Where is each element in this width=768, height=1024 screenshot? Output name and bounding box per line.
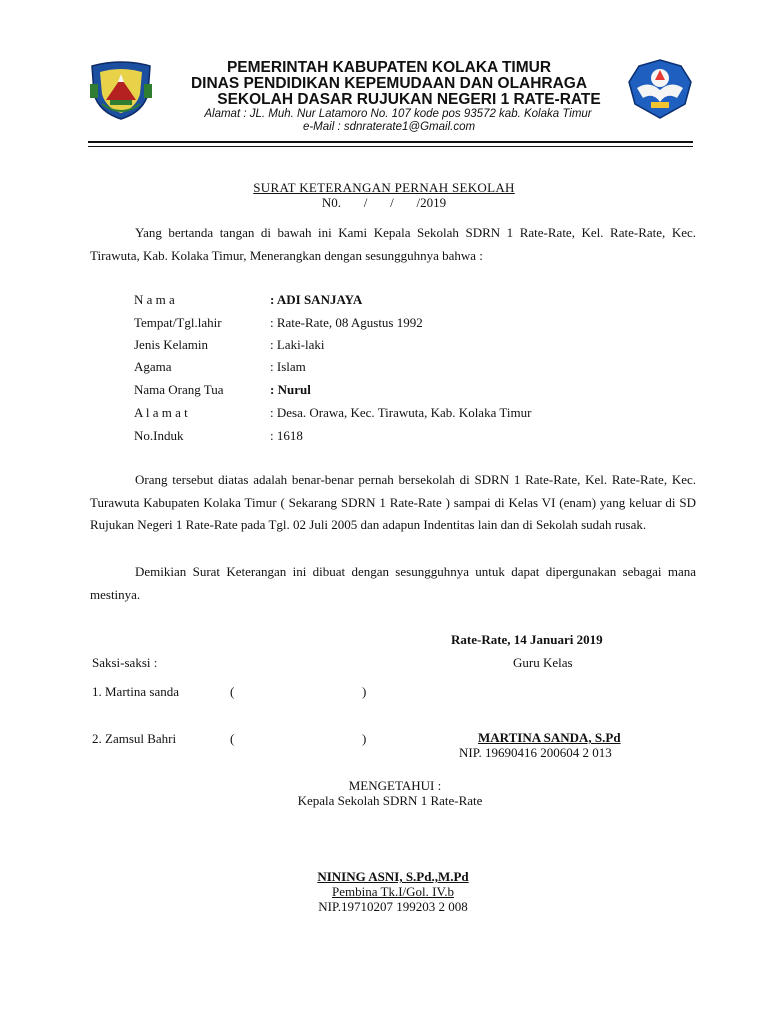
document-title: SURAT KETERANGAN PERNAH SEKOLAH [253, 180, 515, 195]
tut-wuri-handayani-icon [627, 58, 693, 120]
letterhead-divider-thick [88, 141, 693, 143]
witness-2-sign-open: ( [230, 731, 235, 746]
body-paragraph-2 [90, 561, 696, 606]
principal-title: Kepala Sekolah SDRN 1 Rate-Rate [297, 793, 483, 808]
principal-name: NINING ASNI, S.Pd.,M.Pd [317, 869, 469, 884]
letterhead-line3: SEKOLAH DASAR RUJUKAN NEGERI 1 RATE-RATE [217, 91, 601, 108]
body-text-2: Demikian Surat Keterangan ini dibuat dengan sesungguhnya untuk dapat dipergunakan sebagai mana mestinya. [90, 564, 696, 602]
identity-value: : Nurul [270, 382, 311, 397]
teacher-nip: NIP. 19690416 200604 2 013 [459, 745, 612, 760]
witness-1-name: 1. Martina sanda [92, 684, 180, 699]
witness-2-name: 2. Zamsul Bahri [92, 731, 177, 746]
identity-label: No.Induk [134, 428, 184, 443]
identity-value: : ADI SANJAYA [270, 292, 363, 307]
intro-text: Yang bertanda tangan di bawah ini Kami Kepala Sekolah SDRN 1 Rate-Rate, Kel. Rate-Rate, Kec. Tirawuta, Kab. Kolaka Timur, Menerangkan dengan sesungguhnya bahwa : [90, 225, 696, 263]
body-text-1: Orang tersebut diatas adalah benar-benar pernah bersekolah di SDRN 1 Rate-Rate, Kel. Rate-Rate, Kec. Turawuta Kabupaten Kolaka Timur ( Sekarang SDRN 1 Rate-Rate ) sampai di Kelas VI (enam) yang keluar di SD Rujukan Negeri 1 Rate-Rate pada Tgl. 02 Juli 2005 dan adapun Indentitas lain dan di Sekolah sudah rusak. [90, 472, 696, 532]
kolaka-timur-emblem-icon [88, 60, 154, 120]
acknowledge-label: MENGETAHUI : [348, 778, 442, 793]
witness-2-sign-close: ) [362, 731, 367, 746]
letterhead-line1: PEMERINTAH KABUPATEN KOLAKA TIMUR [226, 59, 552, 76]
witness-1-sign-open: ( [230, 684, 235, 699]
witness-1-sign-close: ) [362, 684, 367, 699]
identity-label: Tempat/Tgl.lahir [134, 315, 222, 330]
identity-value: : Desa. Orawa, Kec. Tirawuta, Kab. Kolaka Timur [270, 405, 532, 420]
teacher-label: Guru Kelas [513, 655, 573, 670]
letterhead-line2: DINAS PENDIDIKAN KEPEMUDAAN DAN OLAHRAGA [190, 75, 588, 92]
place-date: Rate-Rate, 14 Januari 2019 [451, 632, 603, 647]
principal-nip: NIP.19710207 199203 2 008 [318, 899, 468, 914]
identity-label: Agama [134, 359, 172, 374]
identity-label: Jenis Kelamin [134, 337, 209, 352]
witness-label: Saksi-saksi : [92, 655, 158, 670]
identity-value: : 1618 [270, 428, 303, 443]
principal-rank: Pembina Tk.I/Gol. IV.b [332, 884, 454, 899]
identity-label: N a m a [134, 292, 175, 307]
body-paragraph-1 [90, 469, 696, 537]
identity-label: A l a m a t [134, 405, 188, 420]
letterhead-address: Alamat : JL. Muh. Nur Latamoro No. 107 kode pos 93572 kab. Kolaka Timur [204, 108, 592, 120]
identity-value: : Rate-Rate, 08 Agustus 1992 [270, 315, 423, 330]
letterhead-divider-thin [88, 146, 693, 147]
identity-label: Nama Orang Tua [134, 382, 224, 397]
intro-paragraph [90, 222, 696, 267]
letterhead [150, 60, 628, 134]
identity-value: : Laki-laki [270, 337, 325, 352]
teacher-name: MARTINA SANDA, S.Pd [478, 730, 621, 745]
identity-value: : Islam [270, 359, 306, 374]
document-number: N0. / / /2019 [321, 195, 447, 210]
letterhead-email: e-Mail : sdnraterate1@Gmail.com [302, 121, 476, 133]
